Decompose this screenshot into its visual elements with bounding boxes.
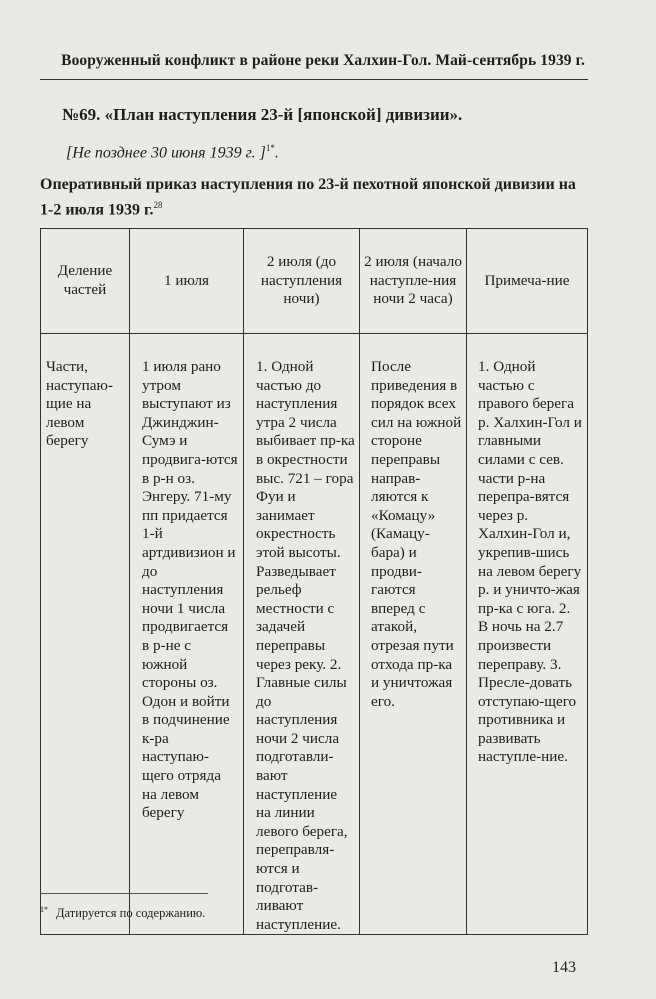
- table-row: [41, 334, 588, 935]
- cell-july-2-night: [360, 334, 467, 935]
- cell-notes: [467, 334, 588, 935]
- footnote-text: Датируется по содержанию.: [56, 906, 206, 921]
- cell-july-2-day-text: 1. Одной частью до наступления утра 2 числа выбивает пр-ка в окрестности выс. 721 – гора Фуи и занимает окрестность этой высоты. Разведывает рельеф местности с задачей переправы через реку. 2. Главные силы до наступления ночи 2 числа подготавли-вают наступление на линии левого берега, переправля-ются и подготав-ливают наступление.: [256, 358, 355, 933]
- cell-july-2-night-text: После приведения в порядок всех сил на южной стороне переправы направ-ляются к «Комацу» (Камацу-бара) и продви-гаются вперед с атакой, отрезая пути отхода пр-ка и уничтожая его.: [371, 358, 462, 710]
- date-note: [66, 143, 279, 162]
- footnote: [40, 905, 205, 921]
- header-notes: Примеча-ние: [467, 229, 588, 334]
- footnote-rule: [40, 893, 208, 894]
- cell-division: [41, 334, 130, 935]
- cell-notes-text: 1. Одной частью с правого берега р. Халхин-Гол и главными силами с сев. части р-на перепра-вятся через р. Халхин-Гол и, укрепив-шись на левом берегу р. и уничто-жая пр-ка с юга. 2. В ночь на 2.7 произвести переправу. 3. Пресле-довать отступаю-щего противника и развивать наступле-ние.: [478, 358, 582, 766]
- cell-july-1-text: 1 июля рано утром выступают из Джинджин-Сумэ и продвига-ются в р-н оз. Энгеру. 71-му пп придается 1-й артдивизион и до наступления ночи 1 числа продвигается в р-не с южной стороны оз. Одон и войти в подчинение к-ра наступаю-щего отряда на левом берегу: [142, 358, 238, 822]
- order-heading-text: Оперативный приказ наступления по 23-й пехотной японской дивизии на 1-2 июля 1939 г.: [40, 176, 576, 219]
- date-note-period: .: [274, 144, 279, 162]
- footnote-marker: 1*: [40, 905, 48, 914]
- operations-table: [40, 228, 588, 935]
- order-heading-marker: 28: [153, 200, 163, 210]
- cell-division-text: Части, наступаю-щие на левом берегу: [46, 358, 113, 450]
- date-note-text: [Не позднее 30 июня 1939 г. ]: [66, 144, 266, 162]
- header-july-1: 1 июля: [130, 229, 244, 334]
- date-note-marker: 1*: [265, 143, 275, 153]
- page-number: 143: [552, 959, 576, 976]
- header-july-2-day: 2 июля (до наступления ночи): [244, 229, 360, 334]
- header-division: Деление частей: [41, 229, 130, 334]
- header-july-2-night: 2 июля (начало наступле-ния ночи 2 часа): [360, 229, 467, 334]
- table-header-row: [41, 229, 588, 334]
- document-title: №69. «План наступления 23-й [японской] дивизии».: [62, 105, 463, 124]
- running-head: Вооруженный конфликт в районе реки Халхин-Гол. Май-сентябрь 1939 г.: [61, 52, 585, 69]
- header-rule: [40, 79, 588, 80]
- order-heading: [40, 175, 585, 220]
- cell-july-1: [130, 334, 244, 935]
- cell-july-2-day: [244, 334, 360, 935]
